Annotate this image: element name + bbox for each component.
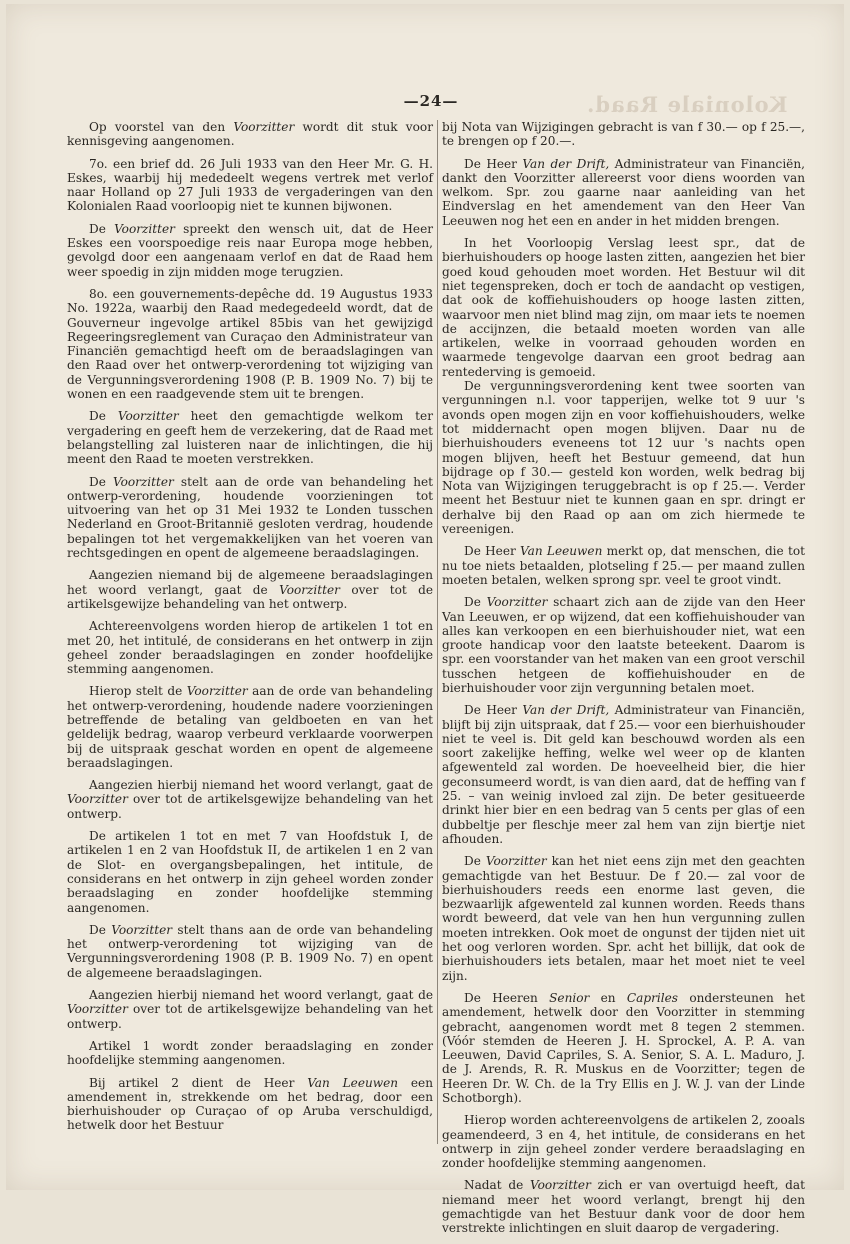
italic-name: Voorzitter xyxy=(529,1178,591,1193)
italic-name: Van der Drift, xyxy=(522,156,610,171)
italic-name: Van der Drift, xyxy=(522,703,610,718)
paragraph xyxy=(67,157,433,214)
italic-name: Senior xyxy=(549,990,590,1005)
text-run: Nadat de xyxy=(464,1178,530,1193)
paragraph xyxy=(442,991,805,1105)
column-divider xyxy=(437,120,438,1144)
italic-name: Van Leeuwen xyxy=(307,1075,399,1090)
paragraph xyxy=(442,157,805,228)
archival-page xyxy=(6,4,844,1236)
text-run: over tot de artikelsgewijze behandeling van het ontwerp. xyxy=(67,792,433,821)
paragraph xyxy=(67,829,433,915)
italic-name: Voorzitter xyxy=(67,1002,128,1017)
text-run: Administrateur van Financiën, dankt den Voorzitter allereerst voor diens woorden van welkom. Spr. zou gaarne naar aanleiding van het Eindverslag en het amendement van den Heer Van Leeuwen nog het een en ander in het midden brengen. xyxy=(442,156,805,228)
italic-name: Voorzitter xyxy=(233,120,295,134)
text-run: kan het niet eens zijn met den geachten gemachtigde van het Bestuur. De f 20.— zal voor de bierhuishouders reeds een enorme last geven, die bezwaarlijk afgewenteld zal kunnen worden. Reeds thans wordt beweerd, dat vele van hen hun vergunning zullen moeten intrekken. Ook moet de ongunst der tijden niet uit het oog verloren worden. Spr. acht het billijk, dat ook de bierhuishouders iets betalen, maar het moet niet te veel zijn. xyxy=(442,854,805,983)
page-number: —24— xyxy=(403,92,459,110)
italic-name: Voorzitter xyxy=(67,792,128,807)
paragraph xyxy=(442,1113,805,1170)
paragraph xyxy=(67,475,433,561)
italic-name: Voorzitter xyxy=(485,854,547,869)
paragraph xyxy=(442,379,805,536)
text-run: De xyxy=(89,922,112,937)
italic-name: Voorzitter xyxy=(114,221,175,236)
paragraph xyxy=(67,120,433,149)
text-run: ondersteunen het amendement, hetwelk door den Voorzitter in stemming gebracht, aangenomen wordt met 8 tegen 2 stemmen. (Vóór stemden de Heeren J. H. Sprockel, A. P. A. van Leeuwen, David Capriles, S. A. Senior, S. A. L. Maduro, J. de J. Arends, R. R. Muskus en de Voorzitter; tegen de Heeren Dr. W. Ch. de la Try Ellis en J. W. J. van der Linde Schotborgh). xyxy=(442,990,805,1105)
text-run: Aangezien niemand bij de algemeene beraadslagingen het woord verlangt, gaat de xyxy=(67,568,433,597)
text-run: De artikelen 1 tot en met 7 van Hoofdstuk I, de artikelen 1 en 2 van Hoofdstuk II, de artikelen 1 en 2 van de Slot- en overgangsbepalingen, het intitule, de considerans en het ontwerp in zijn geheel worden zonder beraadslaging en zonder hoofdelijke stemming aangenomen. xyxy=(67,829,433,915)
paragraph xyxy=(67,1076,433,1133)
italic-name: Voorzitter xyxy=(112,474,174,489)
text-run: In het Voorloopig Verslag leest spr., dat de bierhuishouders op hooge lasten zitten, aangezien het bier goed koud gehouden moet worden. Het Bestuur wil dit niet tegenspreken, doch er toch de aandacht op vestigen, dat ook de koffiehuishouders op hooge lasten zitten, waarvoor men niet blind mag zijn, om maar iets te noemen de accijnzen, die betaald moeten worden van alle artikelen, welke in voorraad gehouden worden en waarmede tengevolge daarvan een groot bedrag aan rentederving is gemoeid. xyxy=(442,236,805,379)
text-run: een amendement in, strekkende om het bedrag, door een bierhuishouder op Curaçao of op Aruba verschuldigd, hetwelk door het Bestuur xyxy=(67,1075,434,1133)
text-run: zich er van overtuigd heeft, dat niemand meer het woord verlangt, brengt hij den gemachtigde van het Bestuur dank voor de door hem verstrekte inlichtingen en sluit daarop de vergadering. xyxy=(442,1178,805,1236)
text-run: heet den gemachtigde welkom ter vergadering en geeft hem de verzekering, dat de Raad met belangstelling zal luisteren naar de inlichtingen, die hij meent den Raad te moeten verstrekken. xyxy=(67,409,433,467)
text-run: Aangezien hierbij niemand het woord verlangt, gaat de xyxy=(89,778,433,793)
paragraph xyxy=(67,222,433,279)
text-run: merkt op, dat menschen, die tot nu toe niets betaalden, plotseling f 25.— per maand zullen moeten betalen, welken sprong spr. veel te groot vindt. xyxy=(442,544,805,587)
left-column xyxy=(67,120,433,1141)
italic-name: Voorzitter xyxy=(186,684,248,699)
text-run: bij Nota van Wijzigingen gebracht is van f 30.— op f 25.—, te brengen op f 20.—. xyxy=(442,120,805,149)
text-run: De Heer xyxy=(464,156,523,171)
text-run: De Heer xyxy=(464,703,523,718)
paragraph xyxy=(67,619,433,676)
text-run: De xyxy=(89,221,115,236)
text-run: Hierop worden achtereenvolgens de artikelen 2, zooals geamendeerd, 3 en 4, het intitule, de considerans en het ontwerp in zijn geheel zonder verdere beraadslaging en zonder hoofdelijke stemming aangenomen. xyxy=(442,1113,805,1171)
text-run: Achtereenvolgens worden hierop de artikelen 1 tot en met 20, het intitulé, de considerans en het ontwerp in zijn geheel zonder beraadslagingen en zonder hoofdelijke stemming aangenomen. xyxy=(67,619,433,677)
paragraph xyxy=(442,703,805,846)
paragraph xyxy=(67,684,433,770)
text-run: over tot de artikelsgewijze behandeling van het ontwerp. xyxy=(67,582,434,611)
italic-name: Voorzitter xyxy=(279,582,340,597)
paragraph xyxy=(67,923,433,980)
text-run: Hierop stelt de xyxy=(89,684,187,699)
paragraph xyxy=(442,120,805,149)
text-run: spreekt den wensch uit, dat de Heer Eskes een voorspoedige reis naar Europa moge hebben, gevolgd door een aangenaam verlof en dat de Raad hem weer spoedig in zijn midden moge terugzien. xyxy=(67,221,434,279)
paragraph xyxy=(442,854,805,983)
paragraph xyxy=(442,1178,805,1235)
paragraph xyxy=(67,1039,433,1068)
text-run: schaart zich aan de zijde van den Heer Van Leeuwen, er op wijzend, dat een koffiehuishouder van alles kan verkoopen en een bierhuishouder niet, wat een groote handicap voor den laatste beteekent. Daarom is spr. een voorstander van het maken van een groot verschil tusschen hetgeen de koffiehuishouder en de bierhuishouder voor zijn vergunning betalen moet. xyxy=(442,595,805,695)
italic-name: Van Leeuwen xyxy=(520,544,603,559)
right-column xyxy=(442,120,805,1244)
text-run: 7o. een brief dd. 26 Juli 1933 van den Heer Mr. G. H. Eskes, waarbij hij mededeelt wegens vertrek met verlof naar Holland op 27 Juli 1933 de vergaderingen van den Kolonialen Raad voorloopig niet te kunnen bijwonen. xyxy=(67,156,433,214)
bleed-through-text: Koloniale Raad. xyxy=(586,92,788,117)
text-run: stelt aan de orde van behandeling het ontwerp-verordening, houdende voorzieningen tot uitvoering van het op 31 Mei 1932 te Londen tusschen Nederland en Groot-Britannië gesloten verdrag, houdende bepalingen tot het vergemakkelijken van het voeren van rechtsgedingen en opent de algemeene beraadslagingen. xyxy=(67,474,433,561)
paragraph xyxy=(442,595,805,695)
text-run: en xyxy=(589,990,627,1005)
italic-name: Voorzitter xyxy=(117,409,179,424)
text-run: Bij artikel 2 dient de Heer xyxy=(89,1075,308,1090)
text-run: De Heeren xyxy=(464,990,550,1005)
paragraph xyxy=(67,287,433,401)
text-run: Artikel 1 wordt zonder beraadslaging en zonder hoofdelijke stemming aangenomen. xyxy=(67,1038,433,1068)
text-run: Op voorstel van den xyxy=(89,120,234,134)
paragraph xyxy=(67,778,433,821)
paragraph xyxy=(67,409,433,466)
text-run: stelt thans aan de orde van behandeling het ontwerp-verordening tot wijziging van de Vergunningsverordening 1908 (P. B. 1909 No. 7) en opent de algemeene beraadslagingen. xyxy=(67,922,434,980)
paragraph xyxy=(442,236,805,379)
text-run: wordt dit stuk voor kennisgeving aangenomen. xyxy=(67,120,433,149)
text-run: Aangezien hierbij niemand het woord verlangt, gaat de xyxy=(89,988,433,1003)
text-run: aan de orde van behandeling het ontwerp-verordening, houdende nadere voorzieningen betreffende de betaling van geldboeten en van het geldelijk bedrag, waarop verbeurd verklaarde voorwerpen bij de uitspraak geschat worden en opent de algemeene beraadslagingen. xyxy=(67,684,433,770)
text-run: De xyxy=(464,854,486,869)
text-run: De xyxy=(89,409,118,424)
text-run: De xyxy=(89,474,113,489)
paragraph xyxy=(442,544,805,587)
paragraph xyxy=(67,988,433,1031)
text-run: De vergunningsverordening kent twee soorten van vergunningen n.l. voor tapperijen, welke tot 9 uur 's avonds open mogen zijn en voor koffiehuishouders, welke tot middernacht open mogen blijven. Daar nu de bierhuishouders eveneens tot 12 uur 's nachts open mogen blijven, heeft het Bestuur gemeend, dat hun bijdrage op f 30.— gesteld kon worden, welk bedrag bij Nota van Wijzigingen teruggebracht is op f 25.—. Verder meent het Bestuur niet te kunnen gaan en spr. dringt er derhalve bij den Raad op aan om zich hiermede te vereenigen. xyxy=(442,379,805,537)
text-run: De xyxy=(464,595,487,610)
text-run: 8o. een gouvernements-depêche dd. 19 Augustus 1933 No. 1922a, waarbij den Raad medegedeeld wordt, dat de Gouverneur ingevolge artikel 85bis van het gewijzigd Regeeringsreglement van Curaçao den Administrateur van Financiën gemachtigd heeft om de beraadslagingen van den Raad over het ontwerp-verordening tot wijziging van de Vergunningsverordening 1908 (P. B. 1909 No. 7) bij te wonen en een raadgevende stem uit te brengen. xyxy=(67,286,433,402)
paragraph xyxy=(67,568,433,611)
text-run: De Heer xyxy=(464,544,521,559)
italic-name: Voorzitter xyxy=(111,922,173,937)
text-run: over tot de artikelsgewijze behandeling van het ontwerp. xyxy=(67,1002,433,1031)
italic-name: Voorzitter xyxy=(486,595,548,610)
italic-name: Capriles xyxy=(626,990,679,1005)
text-run: Administrateur van Financiën, blijft bij zijn uitspraak, dat f 25.— voor een bierhuishouder niet te veel is. Dit geld kan beschouwd worden als een soort zakelijke heffing, welke wel weer op de klanten afgewenteld zal worden. De hoeveelheid bier, die hier geconsumeerd wordt, is van dien aard, dat de heffing van f 25. – van weinig invloed zal zijn. De beter gesitueerde drinkt hier bier en een bedrag van 5 cents per glas of een dubbeltje per fleschje meer zal hem van zijn biertje niet afhouden. xyxy=(442,703,805,846)
